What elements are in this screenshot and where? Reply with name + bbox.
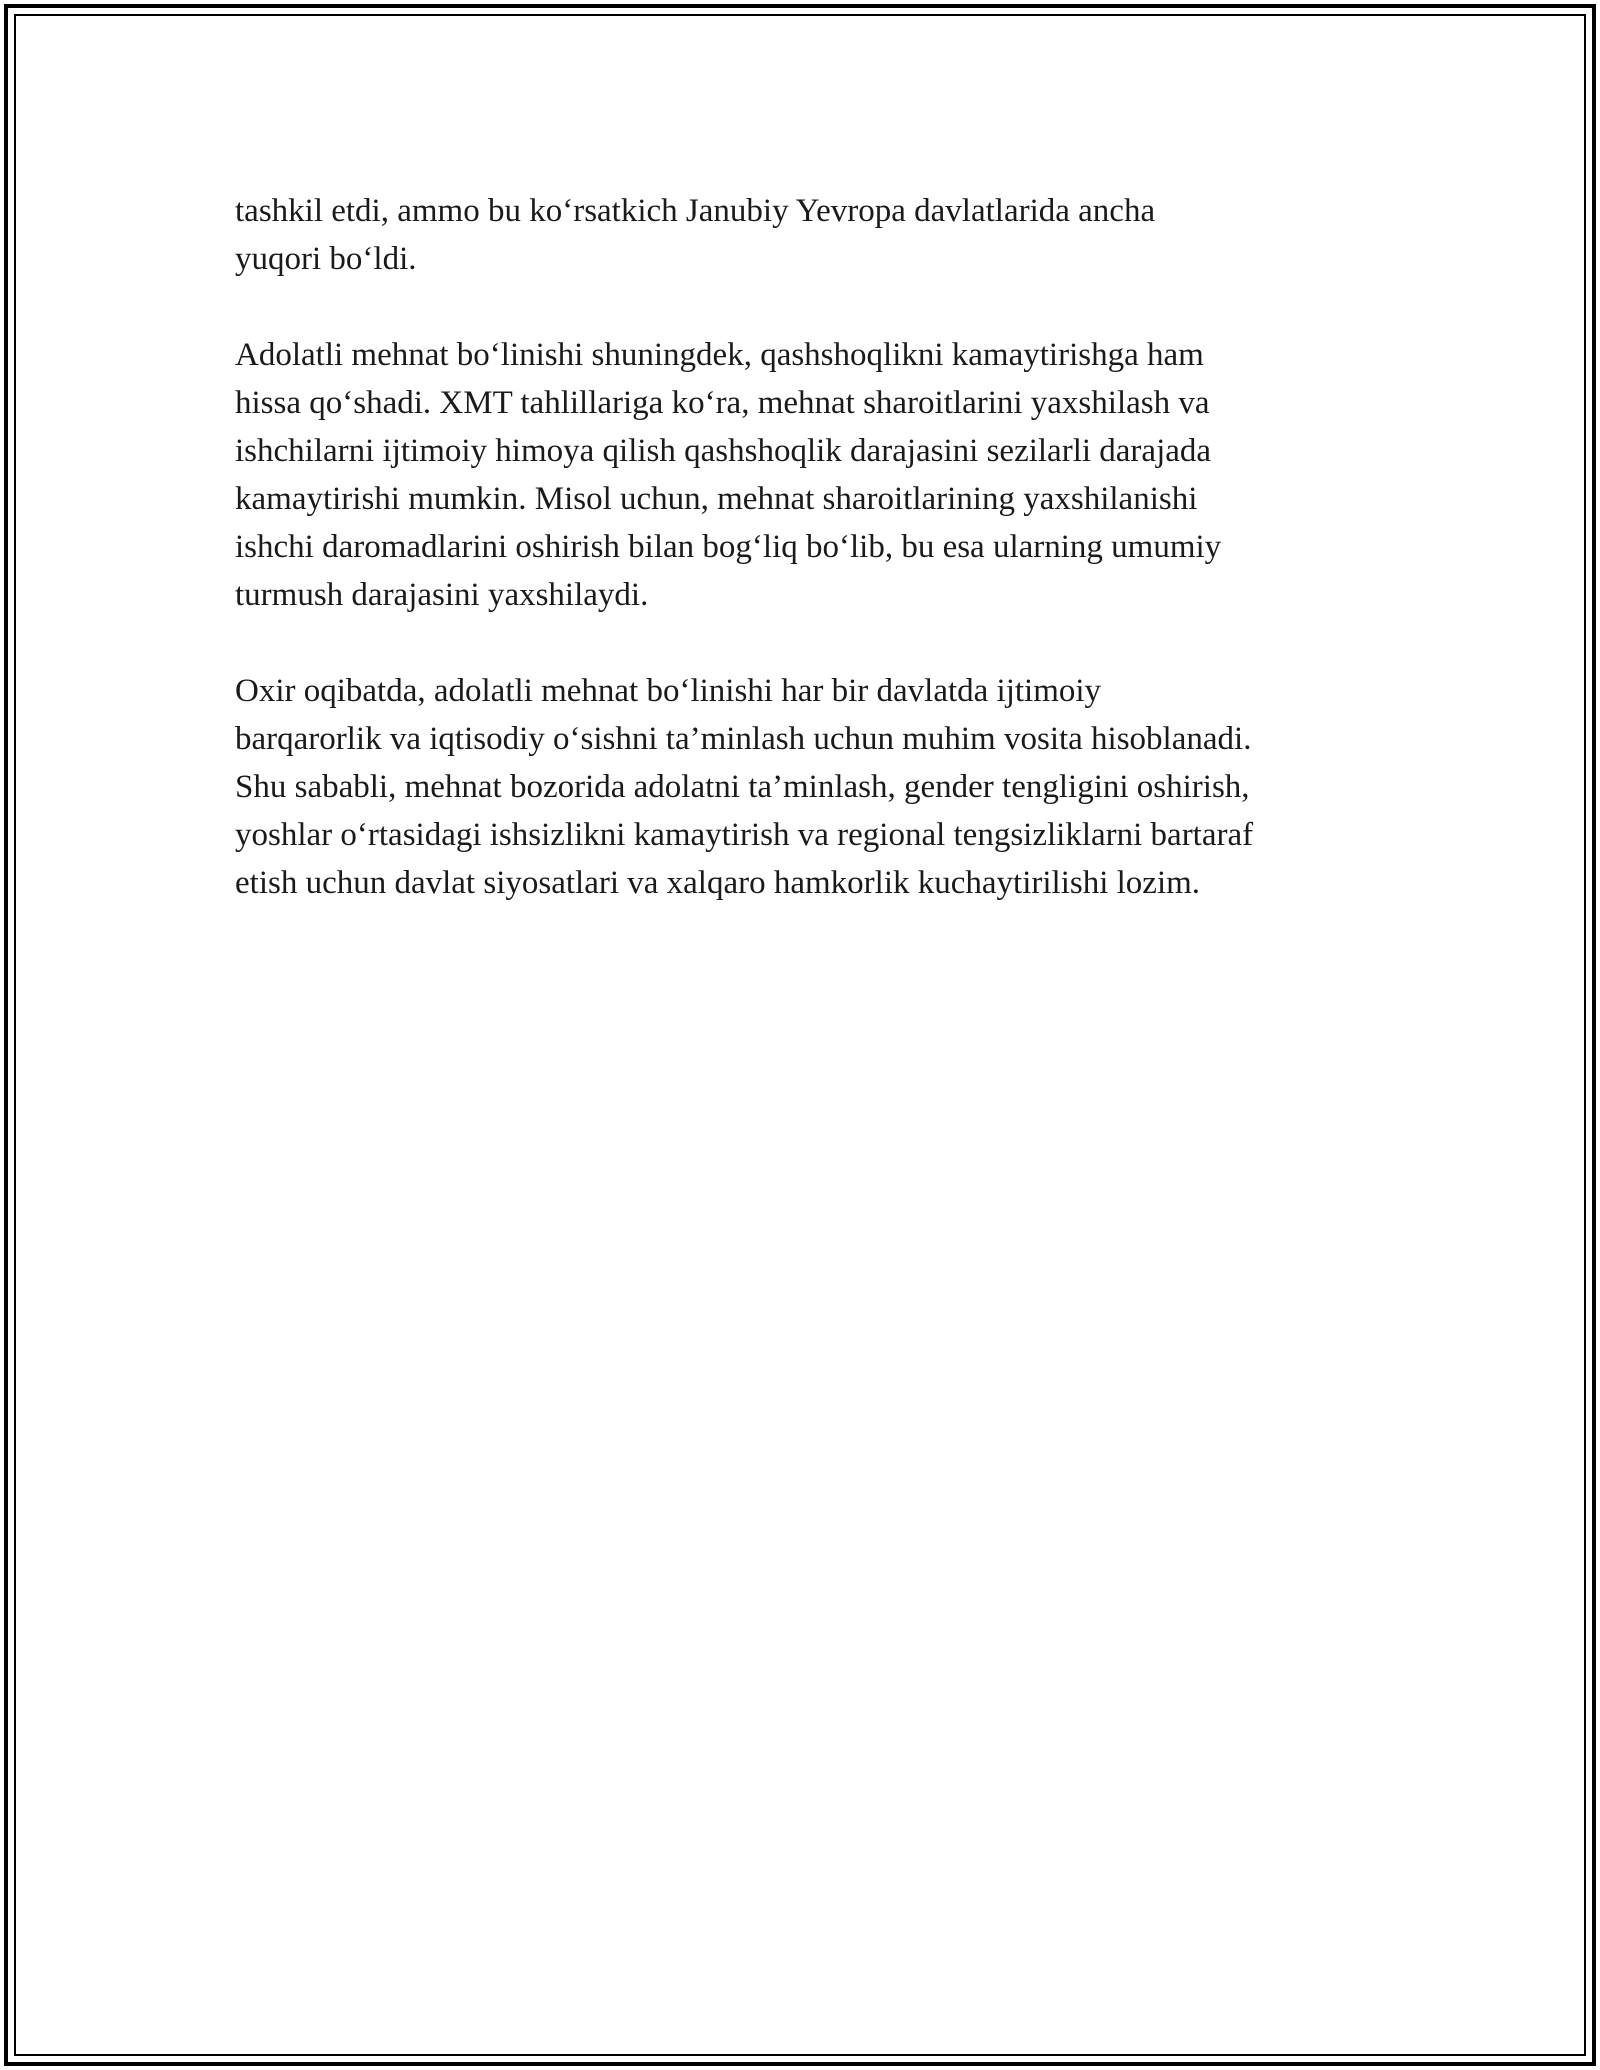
- text-line: ishchi daromadlarini oshirish bilan bog‘liq bo‘lib, bu esa ularning umumiy: [235, 529, 1222, 565]
- paragraph-1: [235, 187, 1385, 283]
- text-line: yoshlar o‘rtasidagi ishsizlikni kamaytirish va regional tengsizliklarni bartaraf: [235, 817, 1254, 853]
- text-line: tashkil etdi, ammo bu ko‘rsatkich Janubiy Yevropa davlatlarida ancha: [235, 193, 1156, 229]
- text-line: Adolatli mehnat bo‘linishi shuningdek, qashshoqlikni kamaytirishga ham: [235, 337, 1204, 373]
- text-line: barqarorlik va iqtisodiy o‘sishni ta’minlash uchun muhim vosita hisoblanadi.: [235, 721, 1252, 757]
- text-line: hissa qo‘shadi. XMT tahlillariga ko‘ra, mehnat sharoitlarini yaxshilash va: [235, 385, 1210, 421]
- document-body: [235, 187, 1385, 955]
- text-line: kamaytirishi mumkin. Misol uchun, mehnat sharoitlarining yaxshilanishi: [235, 481, 1198, 517]
- paragraph-2: [235, 331, 1385, 619]
- paragraph-3: [235, 667, 1385, 907]
- text-line: turmush darajasini yaxshilaydi.: [235, 577, 649, 613]
- text-line: etish uchun davlat siyosatlari va xalqaro hamkorlik kuchaytirilishi lozim.: [235, 865, 1201, 901]
- text-line: yuqori bo‘ldi.: [235, 241, 417, 277]
- text-line: ishchilarni ijtimoiy himoya qilish qashshoqlik darajasini sezilarli darajada: [235, 433, 1212, 469]
- text-line: Shu sababli, mehnat bozorida adolatni ta’minlash, gender tengligini oshirish,: [235, 769, 1250, 805]
- text-line: Oxir oqibatda, adolatli mehnat bo‘linishi har bir davlatda ijtimoiy: [235, 673, 1102, 709]
